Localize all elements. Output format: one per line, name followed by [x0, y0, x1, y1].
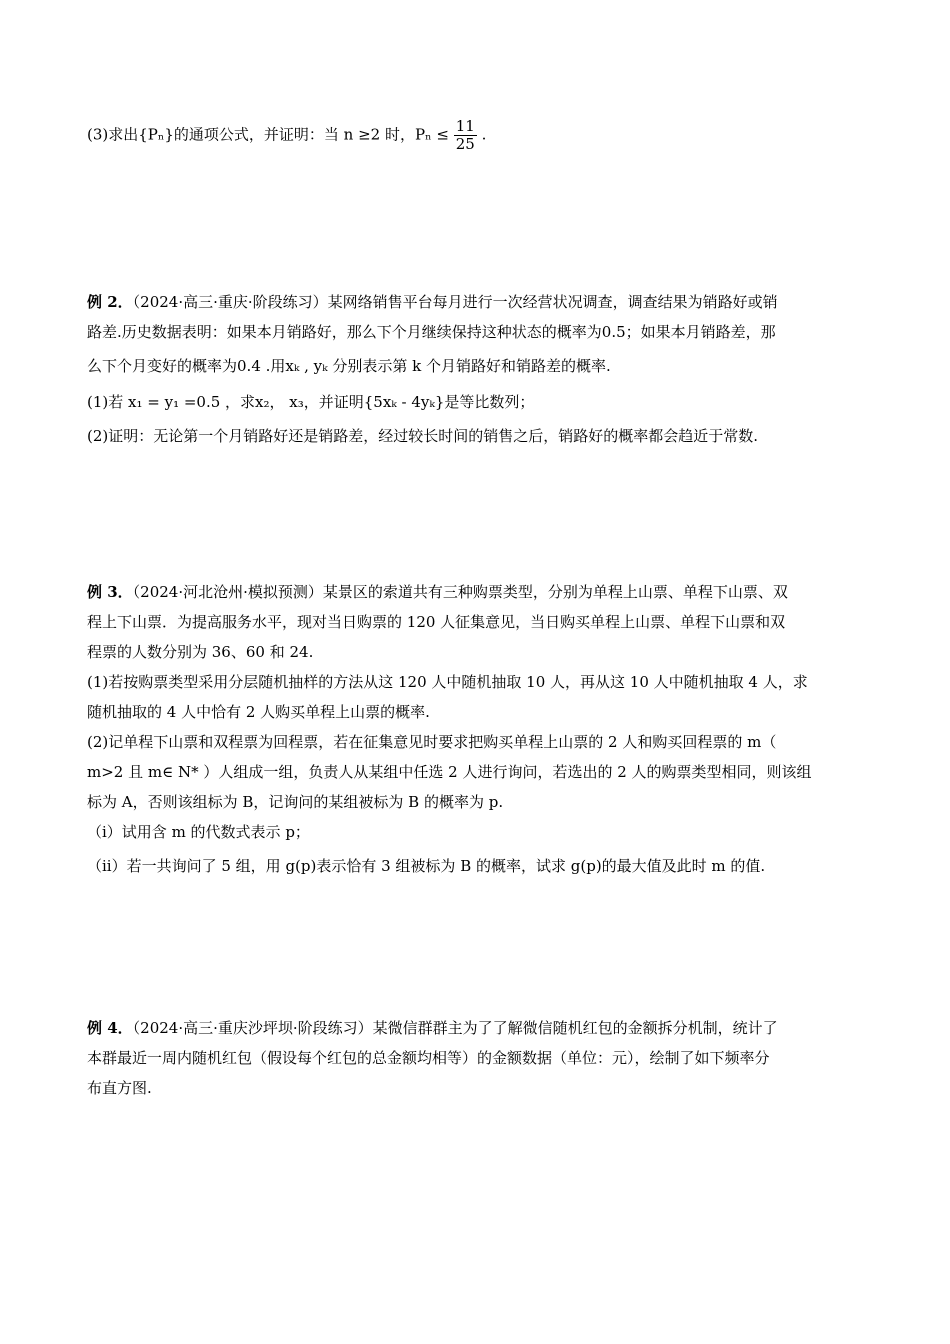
example-2-line: (2)证明：无论第一个月销路好还是销路差，经过较长时间的销售之后，销路好的概率都会趋近于常数.: [87, 427, 759, 445]
example-2: [87, 287, 862, 451]
example-4-line: 本群最近一周内随机红包（假设每个红包的总金额均相等）的金额数据（单位：元），绘制了如下频率分: [87, 1049, 770, 1067]
example-3-line: 随机抽取的 4 人中恰有 2 人购买单程上山票的概率.: [87, 703, 430, 721]
example-2-line: (1)若 x₁ = y₁ =0.5 ，求x₂， x₃，并证明{5xₖ - 4yₖ}是等比数列；: [87, 393, 535, 411]
example-4: [87, 1013, 862, 1103]
intro-text: (3)求出{Pₙ}的通项公式，并证明：当 n ≥2 时，Pₙ ≤: [87, 125, 449, 144]
example-3-line: 程票的人数分别为 36、60 和 24.: [87, 643, 314, 661]
example-2-line: [87, 287, 862, 317]
example-2-text: （2024·高三·重庆·阶段练习）某网络销售平台每月进行一次经营状况调查，调查结果为销路好或销: [132, 293, 778, 311]
intro-paragraph: [87, 118, 862, 153]
example-3: [87, 577, 862, 881]
example-3-text: （2024·河北沧州·模拟预测）某景区的索道共有三种购票类型，分别为单程上山票、单程下山票、双: [132, 583, 788, 601]
example-2-line: 路差.历史数据表明：如果本月销路好，那么下个月继续保持这种状态的概率为0.5；如果本月销路差，那: [87, 323, 776, 341]
example-2-line: 么下个月变好的概率为0.4 .用xₖ , yₖ 分别表示第 k 个月销路好和销路差的概率.: [87, 357, 611, 375]
example-4-label: 例 4．: [87, 1019, 133, 1037]
example-4-line: [87, 1013, 862, 1043]
example-4-line: 布直方图.: [87, 1079, 152, 1097]
example-3-line: (1)若按购票类型采用分层随机抽样的方法从这 120 人中随机抽取 10 人，再从这 10 人中随机抽取 4 人，求: [87, 673, 808, 691]
example-3-label: 例 3．: [87, 583, 133, 601]
example-3-line: （i）试用含 m 的代数式表示 p；: [87, 823, 310, 841]
example-2-label: 例 2．: [87, 293, 133, 311]
example-3-line: （ii）若一共询问了 5 组，用 g(p)表示恰有 3 组被标为 B 的概率，试求 g(p)的最大值及此时 m 的值.: [87, 857, 766, 875]
example-3-line: 程上下山票．为提高服务水平，现对当日购票的 120 人征集意见，当日购买单程上山票、单程下山票和双: [87, 613, 786, 631]
fraction: [454, 118, 477, 153]
example-3-line: (2)记单程下山票和双程票为回程票，若在征集意见时要求把购买单程上山票的 2 人和购买回程票的 m（: [87, 733, 777, 751]
fraction-numerator: 11: [455, 117, 475, 135]
example-3-line: 标为 A，否则该组标为 B，记询问的某组被标为 B 的概率为 p.: [87, 793, 504, 811]
example-4-text: （2024·高三·重庆沙坪坝·阶段练习）某微信群群主为了了解微信随机红包的金额拆分机制，统计了: [132, 1019, 778, 1037]
fraction-denominator: 25: [455, 135, 475, 153]
example-3-line: [87, 577, 862, 607]
intro-end: .: [481, 125, 487, 144]
example-3-line: m>2 且 m∈ N* ）人组成一组，负责人从某组中任选 2 人进行询问，若选出的 2 人的购票类型相同，则该组: [87, 763, 812, 781]
